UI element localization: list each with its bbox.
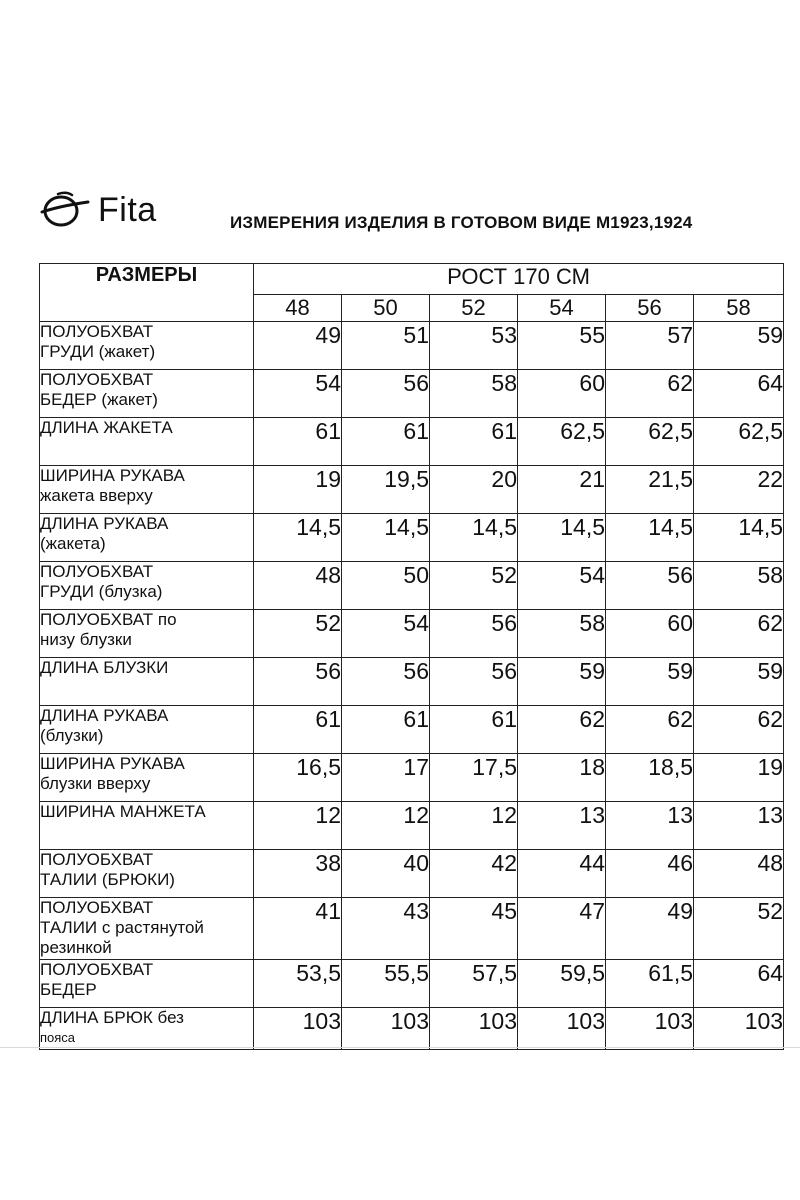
measurement-value: 64 — [694, 960, 784, 1008]
parameter-label-line: ПОЛУОБХВАТ — [40, 370, 154, 389]
parameter-label-line: ПОЛУОБХВАТ — [40, 322, 154, 341]
parameter-label-line: блузки вверху — [40, 774, 151, 793]
measurement-value: 58 — [694, 562, 784, 610]
parameter-label — [40, 802, 254, 850]
measurement-value: 53 — [430, 322, 518, 370]
measurement-value: 40 — [342, 850, 430, 898]
size-header-cell: 52 — [430, 295, 518, 322]
measurement-value: 56 — [430, 610, 518, 658]
measurement-value: 47 — [518, 898, 606, 960]
parameter-label-line: ДЛИНА ЖАКЕТА — [40, 418, 173, 437]
measurement-value: 56 — [254, 658, 342, 706]
measurement-value: 55 — [518, 322, 606, 370]
parameter-label-line: резинкой — [40, 938, 112, 957]
measurement-value: 55,5 — [342, 960, 430, 1008]
measurement-value: 21,5 — [606, 466, 694, 514]
table-row — [40, 960, 784, 1008]
table-row — [40, 562, 784, 610]
table-body — [40, 322, 784, 1050]
measurement-value: 62 — [694, 610, 784, 658]
measurement-value: 61 — [342, 706, 430, 754]
measurement-value: 18,5 — [606, 754, 694, 802]
measurement-value: 57,5 — [430, 960, 518, 1008]
measurement-value: 22 — [694, 466, 784, 514]
parameter-label — [40, 514, 254, 562]
parameter-label-line: ДЛИНА РУКАВА — [40, 706, 169, 725]
sizes-header: РАЗМЕРЫ — [40, 264, 254, 322]
measurement-value: 62,5 — [606, 418, 694, 466]
measurement-value: 61 — [430, 418, 518, 466]
measurement-value: 52 — [254, 610, 342, 658]
parameter-label-line: ПОЛУОБХВАТ — [40, 898, 154, 917]
measurement-value: 103 — [694, 1008, 784, 1050]
parameter-label — [40, 370, 254, 418]
theta-swoosh-icon — [40, 190, 92, 230]
measurement-value: 62,5 — [518, 418, 606, 466]
parameter-label — [40, 562, 254, 610]
measurement-value: 12 — [342, 802, 430, 850]
brand-name: Fita — [98, 191, 157, 229]
measurement-value: 17 — [342, 754, 430, 802]
parameter-label — [40, 418, 254, 466]
page-divider — [0, 1047, 800, 1048]
measurement-value: 50 — [342, 562, 430, 610]
measurement-value: 42 — [430, 850, 518, 898]
measurement-value: 103 — [606, 1008, 694, 1050]
parameter-label-line: ГРУДИ (блузка) — [40, 582, 163, 601]
table-row — [40, 802, 784, 850]
measurement-value: 13 — [518, 802, 606, 850]
measurement-value: 43 — [342, 898, 430, 960]
table-row — [40, 658, 784, 706]
measurement-value: 61 — [254, 706, 342, 754]
table-row — [40, 898, 784, 960]
table-row — [40, 370, 784, 418]
measurement-value: 56 — [342, 370, 430, 418]
parameter-label-line: ДЛИНА БЛУЗКИ — [40, 658, 169, 677]
measurement-value: 103 — [430, 1008, 518, 1050]
size-header-cell: 56 — [606, 295, 694, 322]
parameter-label — [40, 658, 254, 706]
table-row — [40, 418, 784, 466]
measurement-value: 59 — [518, 658, 606, 706]
parameter-label — [40, 466, 254, 514]
parameter-label-line: ШИРИНА РУКАВА — [40, 754, 185, 773]
table-row — [40, 706, 784, 754]
measurement-value: 59,5 — [518, 960, 606, 1008]
measurement-value: 56 — [430, 658, 518, 706]
parameter-label-line: ПОЛУОБХВАТ — [40, 850, 154, 869]
measurement-value: 14,5 — [694, 514, 784, 562]
measurement-value: 13 — [694, 802, 784, 850]
measurement-value: 44 — [518, 850, 606, 898]
measurement-value: 19 — [254, 466, 342, 514]
parameter-label — [40, 706, 254, 754]
table-row — [40, 466, 784, 514]
measurement-value: 14,5 — [518, 514, 606, 562]
parameter-label — [40, 850, 254, 898]
measurement-value: 48 — [694, 850, 784, 898]
parameter-label-line: (жакета) — [40, 534, 106, 553]
parameter-label-line: ДЛИНА БРЮК без — [40, 1008, 184, 1027]
table-row — [40, 1008, 784, 1050]
measurement-value: 46 — [606, 850, 694, 898]
measurement-value: 54 — [518, 562, 606, 610]
parameter-label-line: БЕДЕР — [40, 980, 97, 999]
parameter-label — [40, 960, 254, 1008]
measurement-value: 62 — [606, 706, 694, 754]
parameter-label-line: ШИРИНА РУКАВА — [40, 466, 185, 485]
parameter-label-line: низу блузки — [40, 630, 132, 649]
parameter-label-line: ТАЛИИ с растянутой — [40, 918, 204, 937]
measurement-value: 41 — [254, 898, 342, 960]
measurement-value: 58 — [518, 610, 606, 658]
measurement-value: 49 — [606, 898, 694, 960]
measurement-value: 14,5 — [430, 514, 518, 562]
size-header-cell: 54 — [518, 295, 606, 322]
measurement-value: 19,5 — [342, 466, 430, 514]
measurement-value: 52 — [430, 562, 518, 610]
measurement-value: 18 — [518, 754, 606, 802]
measurement-value: 19 — [694, 754, 784, 802]
measurement-value: 48 — [254, 562, 342, 610]
parameter-label-line: ШИРИНА МАНЖЕТА — [40, 802, 206, 821]
measurement-value: 59 — [694, 658, 784, 706]
parameter-label-line: жакета вверху — [40, 486, 153, 505]
measurement-value: 53,5 — [254, 960, 342, 1008]
page-title: ИЗМЕРЕНИЯ ИЗДЕЛИЯ В ГОТОВОМ ВИДЕ М1923,1924 — [230, 213, 693, 232]
measurement-value: 61 — [430, 706, 518, 754]
measurement-value: 61 — [342, 418, 430, 466]
size-header-cell: 58 — [694, 295, 784, 322]
parameter-label-line: ПОЛУОБХВАТ по — [40, 610, 177, 629]
measurement-value: 59 — [606, 658, 694, 706]
measurement-value: 103 — [518, 1008, 606, 1050]
table-row — [40, 322, 784, 370]
brand-logo — [40, 190, 157, 230]
measurement-value: 38 — [254, 850, 342, 898]
parameter-label — [40, 754, 254, 802]
measurement-value: 62 — [606, 370, 694, 418]
parameter-label-line: ПОЛУОБХВАТ — [40, 960, 154, 979]
measurement-value: 52 — [694, 898, 784, 960]
measurement-value: 62,5 — [694, 418, 784, 466]
measurement-value: 59 — [694, 322, 784, 370]
table-row — [40, 610, 784, 658]
measurement-value: 13 — [606, 802, 694, 850]
measurement-value: 60 — [518, 370, 606, 418]
height-header: РОСТ 170 СМ — [254, 264, 784, 295]
size-header-cell: 48 — [254, 295, 342, 322]
measurement-value: 14,5 — [342, 514, 430, 562]
measurement-value: 61 — [254, 418, 342, 466]
measurement-value: 56 — [606, 562, 694, 610]
measurement-value: 54 — [254, 370, 342, 418]
parameter-label-line: БЕДЕР (жакет) — [40, 390, 158, 409]
parameter-label — [40, 322, 254, 370]
measurement-value: 56 — [342, 658, 430, 706]
parameter-label-line: ГРУДИ (жакет) — [40, 342, 156, 361]
measurement-value: 62 — [694, 706, 784, 754]
parameter-label-line: ПОЛУОБХВАТ — [40, 562, 154, 581]
measurement-value: 16,5 — [254, 754, 342, 802]
size-header-cell: 50 — [342, 295, 430, 322]
measurement-value: 14,5 — [254, 514, 342, 562]
measurement-value: 12 — [430, 802, 518, 850]
parameter-label-line: пояса — [40, 1030, 76, 1045]
measurement-value: 61,5 — [606, 960, 694, 1008]
measurement-value: 51 — [342, 322, 430, 370]
measurement-value: 14,5 — [606, 514, 694, 562]
measurement-value: 103 — [342, 1008, 430, 1050]
table-row — [40, 850, 784, 898]
measurement-value: 20 — [430, 466, 518, 514]
parameter-label-line: ТАЛИИ (БРЮКИ) — [40, 870, 175, 889]
measurement-value: 49 — [254, 322, 342, 370]
parameter-label — [40, 898, 254, 960]
measurement-value: 17,5 — [430, 754, 518, 802]
measurement-value: 12 — [254, 802, 342, 850]
parameter-label — [40, 610, 254, 658]
measurements-table — [39, 263, 784, 1050]
measurement-value: 64 — [694, 370, 784, 418]
measurement-value: 45 — [430, 898, 518, 960]
measurement-value: 54 — [342, 610, 430, 658]
measurement-value: 103 — [254, 1008, 342, 1050]
measurement-value: 58 — [430, 370, 518, 418]
table-row — [40, 514, 784, 562]
measurement-value: 60 — [606, 610, 694, 658]
measurement-value: 21 — [518, 466, 606, 514]
parameter-label-line: ДЛИНА РУКАВА — [40, 514, 169, 533]
table-row — [40, 754, 784, 802]
measurement-value: 62 — [518, 706, 606, 754]
measurement-value: 57 — [606, 322, 694, 370]
parameter-label — [40, 1008, 254, 1050]
parameter-label-line: (блузки) — [40, 726, 104, 745]
